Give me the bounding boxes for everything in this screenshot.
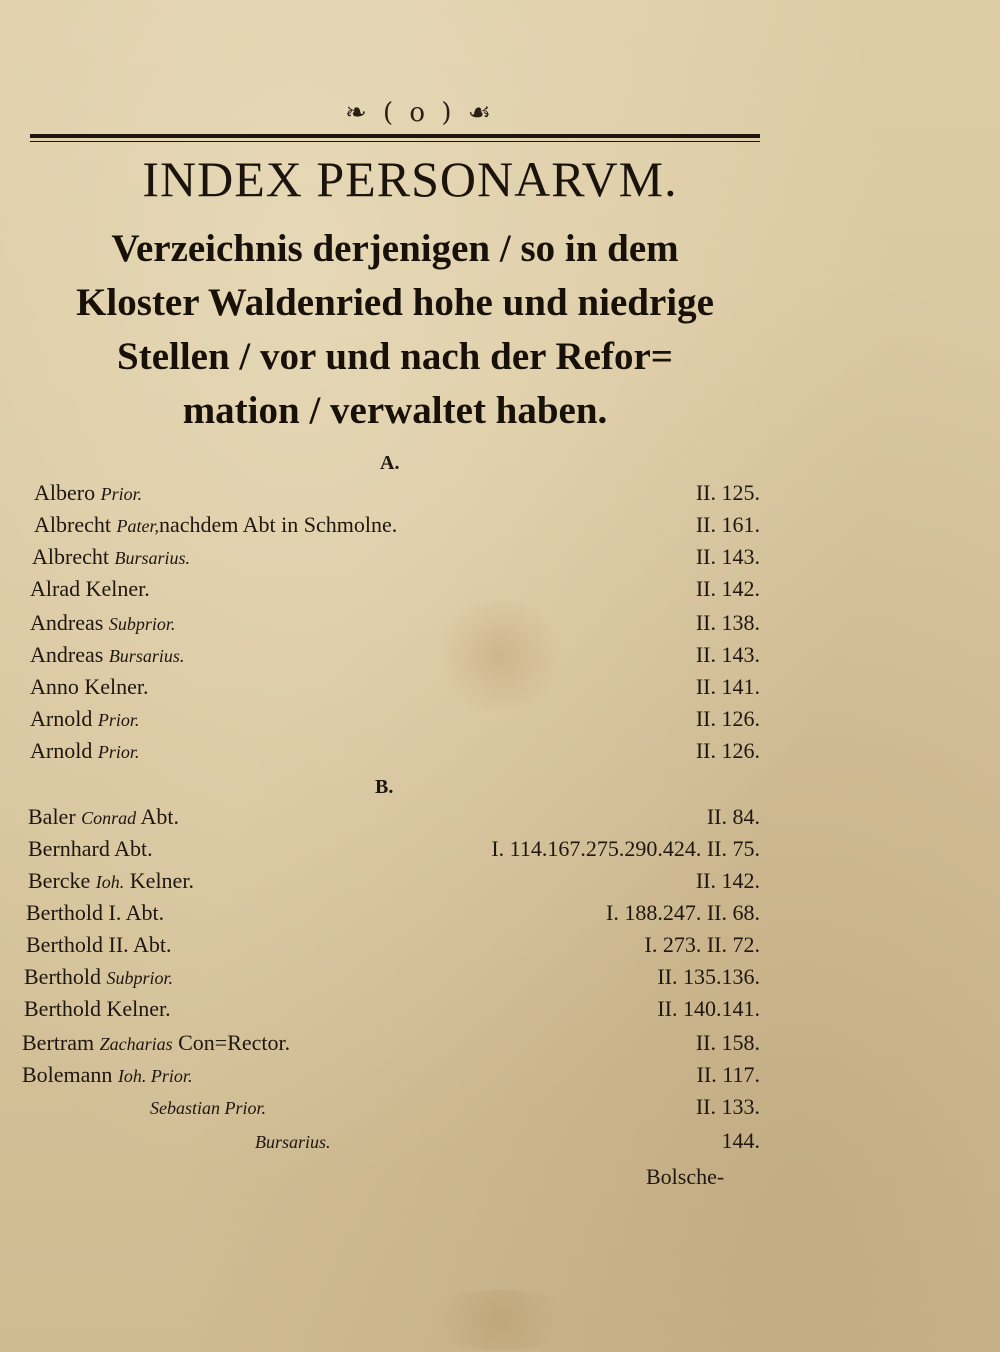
entry-name: Bernhard Abt. <box>28 836 153 861</box>
entry-name: Andreas Subprior. <box>30 610 176 635</box>
entry-name: Bolemann Ioh. Prior. <box>22 1062 193 1087</box>
entry-reference: II. 143. <box>695 544 760 569</box>
index-entry <box>0 836 1000 868</box>
index-entry <box>0 576 1000 608</box>
paper-stain <box>420 1290 580 1350</box>
index-entry <box>0 1062 1000 1094</box>
entry-reference: II. 133. <box>695 1094 760 1119</box>
index-entry <box>0 804 1000 836</box>
entry-reference: II. 141. <box>695 674 760 699</box>
entry-name: Sebastian Prior. <box>150 1098 267 1118</box>
entry-name: Bursarius. <box>255 1132 331 1152</box>
entry-name: Alrad Kelner. <box>30 576 150 601</box>
index-entry <box>0 1094 1000 1126</box>
index-entry <box>0 610 1000 642</box>
entry-name: Baler Conrad Abt. <box>28 804 179 829</box>
entry-name: Arnold Prior. <box>30 738 140 763</box>
section-letter-a: A. <box>380 452 400 474</box>
index-entry <box>0 1128 1000 1160</box>
index-entry <box>0 480 1000 512</box>
section-letter-b: B. <box>375 776 394 798</box>
entry-reference: II. 135.136. <box>657 964 760 989</box>
index-entry <box>0 544 1000 576</box>
entry-reference: 144. <box>721 1128 760 1153</box>
index-entry <box>0 1030 1000 1062</box>
index-entry <box>0 868 1000 900</box>
entry-reference: II. 126. <box>695 738 760 763</box>
entry-name: Berthold I. Abt. <box>26 900 165 925</box>
index-entry <box>0 642 1000 674</box>
index-entry <box>0 900 1000 932</box>
entry-reference: II. 138. <box>695 610 760 635</box>
index-entry <box>0 706 1000 738</box>
entry-reference: II. 142. <box>695 868 760 893</box>
entry-reference: II. 84. <box>706 804 760 829</box>
entry-name: Berthold Subprior. <box>24 964 174 989</box>
entry-name: Anno Kelner. <box>30 674 149 699</box>
entry-name: Arnold Prior. <box>30 706 140 731</box>
entry-reference: I. 188.247. II. 68. <box>606 900 760 925</box>
subtitle-line: mation / verwaltet haben. <box>182 389 608 432</box>
entry-reference: I. 273. II. 72. <box>644 932 760 957</box>
entry-name: Albero Prior. <box>34 480 143 505</box>
entry-reference: II. 117. <box>696 1062 760 1087</box>
entry-name: Andreas Bursarius. <box>30 642 185 667</box>
page-header: ❧ ( o ) ☙ <box>344 98 496 128</box>
entry-reference: II. 140.141. <box>657 996 760 1021</box>
catchword: Bolsche- <box>646 1164 725 1189</box>
entry-reference: II. 126. <box>695 706 760 731</box>
entry-name: Berthold II. Abt. <box>26 932 172 957</box>
header-rule-thick <box>30 134 760 138</box>
entry-reference: II. 142. <box>695 576 760 601</box>
subtitle-line: Kloster Waldenried hohe und niedrige <box>76 281 714 324</box>
index-entry <box>0 932 1000 964</box>
index-entry <box>0 738 1000 770</box>
page-title: INDEX PERSONARVM. <box>142 151 678 207</box>
index-entry <box>0 674 1000 706</box>
index-entry <box>0 512 1000 544</box>
entry-name: Berthold Kelner. <box>24 996 171 1021</box>
subtitle <box>30 222 760 438</box>
index-entry <box>0 996 1000 1028</box>
index-entry <box>0 964 1000 996</box>
entry-reference: II. 125. <box>695 480 760 505</box>
entry-name: Albrecht Pater,nachdem Abt in Schmolne. <box>34 512 398 537</box>
subtitle-line: Verzeichnis derjenigen / so in dem <box>111 227 679 270</box>
entry-name: Bertram Zacharias Con=Rector. <box>22 1030 291 1055</box>
entry-reference: I. 114.167.275.290.424. II. 75. <box>491 836 760 861</box>
header-rule-thin <box>30 141 760 142</box>
entry-reference: II. 161. <box>695 512 760 537</box>
entry-reference: II. 143. <box>695 642 760 667</box>
subtitle-line: Stellen / vor und nach der Refor= <box>117 335 673 378</box>
entry-reference: II. 158. <box>695 1030 760 1055</box>
entry-name: Bercke Ioh. Kelner. <box>28 868 194 893</box>
entry-name: Albrecht Bursarius. <box>32 544 190 569</box>
